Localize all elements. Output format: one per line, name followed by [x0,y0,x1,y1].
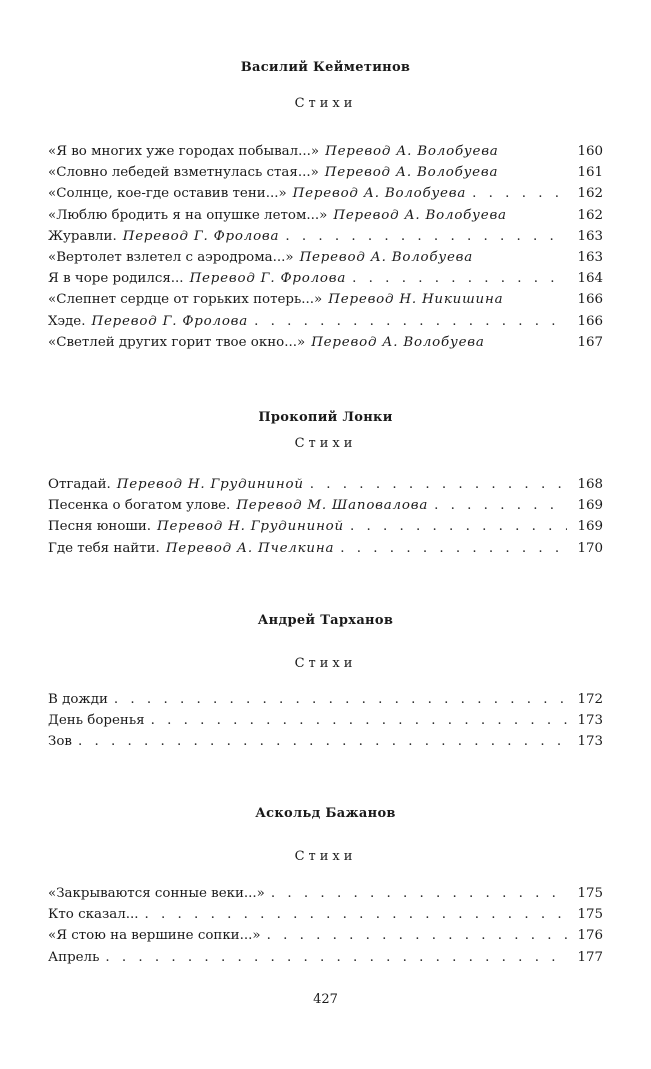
entry-title: Хэде. [48,313,86,329]
dot-leader [78,734,567,749]
dot-leader [472,186,567,201]
toc-entry [48,907,603,928]
entry-title: «Люблю бродить я на опушке летом...» [48,207,328,223]
entry-title: Зов [48,734,72,750]
toc-list [48,886,603,971]
dot-leader [434,498,567,513]
toc-entry [48,271,603,292]
entry-title: Отгадай. [48,477,111,492]
entry-page-number: 172 [577,692,603,707]
entry-page-number: 175 [577,907,603,923]
entry-translator: Перевод Н. Грудининой [157,519,344,535]
toc-entry [48,928,603,949]
entry-page-number: 160 [577,144,603,159]
entry-page-number: 166 [577,292,603,308]
author-heading: Прокопий Лонки [258,410,393,425]
entry-translator: Перевод Г. Фролова [122,228,280,244]
genre-heading: Стихи [294,96,357,111]
entry-title: Песенка о богатом улове. [48,498,231,514]
entry-page-number: 164 [577,271,603,287]
genre-heading: Стихи [294,849,357,864]
entry-translator: Перевод А. Волобуева [325,144,499,159]
entry-title: «Я стою на вершине сопки...» [48,928,261,944]
toc-entry [48,229,603,250]
entry-title: «Словно лебедей взметнулась стая...» [48,165,319,181]
dot-leader [151,713,567,728]
entry-title: «Закрываются сонные веки...» [48,886,265,901]
entry-page-number: 163 [577,249,603,265]
toc-entry [48,950,603,971]
entry-translator: Перевод А. Волобуева [311,334,485,350]
entry-title: Где тебя найти. [48,540,160,556]
entry-title: «Светлей других горит твое окно...» [48,334,306,350]
entry-translator: Перевод А. Волобуева [292,186,467,202]
entry-title: В дожди [48,692,108,707]
entry-page-number: 168 [577,477,603,492]
entry-translator: Перевод А. Волобуева [324,165,499,181]
entry-title: Я в чоре родился... [48,271,184,287]
entry-translator: Перевод М. Шаповалова [236,498,429,514]
entry-page-number: 169 [577,498,603,514]
entry-translator: Перевод Г. Фролова [91,313,249,329]
toc-entry [48,292,603,313]
dot-leader [254,314,567,329]
entry-title: «Солнце, кое-где оставив тени...» [48,186,287,202]
toc-entry [48,144,603,165]
entry-page-number: 162 [577,207,603,223]
entry-page-number: 173 [577,713,603,729]
entry-title: «Вертолет взлетел с аэродрома...» [48,249,294,265]
entry-page-number: 175 [577,886,603,901]
toc-list [48,477,603,562]
entry-title: «Я во многих уже городах побывал...» [48,144,320,159]
toc-entry [48,208,603,229]
dot-leader [145,907,567,922]
page-number: 427 [313,992,338,1007]
genre-heading: Стихи [294,436,357,451]
entry-page-number: 166 [577,313,603,329]
toc-entry [48,335,603,356]
entry-translator: Перевод А. Волобуева [299,249,474,265]
toc-entry [48,886,603,907]
author-heading: Андрей Тарханов [257,613,394,628]
dot-leader [114,692,567,707]
entry-translator: Перевод Н. Никишина [328,292,504,308]
toc-entry [48,713,603,734]
entry-title: День боренья [48,713,145,729]
toc-entry [48,498,603,519]
entry-page-number: 173 [577,734,603,750]
toc-entry [48,477,603,498]
toc-entry [48,165,603,186]
toc-entry [48,314,603,335]
dot-leader [285,229,567,244]
genre-heading: Стихи [294,656,357,671]
author-heading: Василий Кейметинов [240,60,411,75]
author-heading: Аскольд Бажанов [255,806,396,821]
entry-page-number: 167 [577,334,603,350]
dot-leader [267,928,567,943]
entry-page-number: 161 [577,165,603,181]
dot-leader [271,886,567,901]
entry-page-number: 177 [577,949,603,965]
entry-page-number: 176 [577,928,603,944]
entry-title: «Слепнет сердце от горьких потерь...» [48,292,323,308]
entry-translator: Перевод Г. Фролова [189,271,347,287]
toc-entry [48,692,603,713]
dot-leader [340,541,567,556]
entry-page-number: 169 [577,519,603,535]
entry-translator: Перевод Н. Грудининой [116,477,304,492]
dot-leader [350,519,567,534]
entry-page-number: 162 [577,186,603,202]
entry-title: Песня юноши. [48,519,152,535]
entry-title: Журавли. [48,228,117,244]
toc-entry [48,519,603,540]
toc-entry [48,186,603,207]
toc-entry [48,250,603,271]
entry-title: Кто сказал... [48,907,139,923]
toc-entry [48,541,603,562]
toc-list [48,144,603,356]
toc-list [48,692,603,756]
dot-leader [105,950,567,965]
entry-page-number: 170 [577,540,603,556]
toc-entry [48,734,603,755]
entry-translator: Перевод А. Волобуева [333,207,507,223]
entry-translator: Перевод А. Пчелкина [165,540,335,556]
dot-leader [352,271,567,286]
entry-title: Апрель [48,949,100,965]
entry-page-number: 163 [577,228,603,244]
dot-leader [310,477,567,492]
